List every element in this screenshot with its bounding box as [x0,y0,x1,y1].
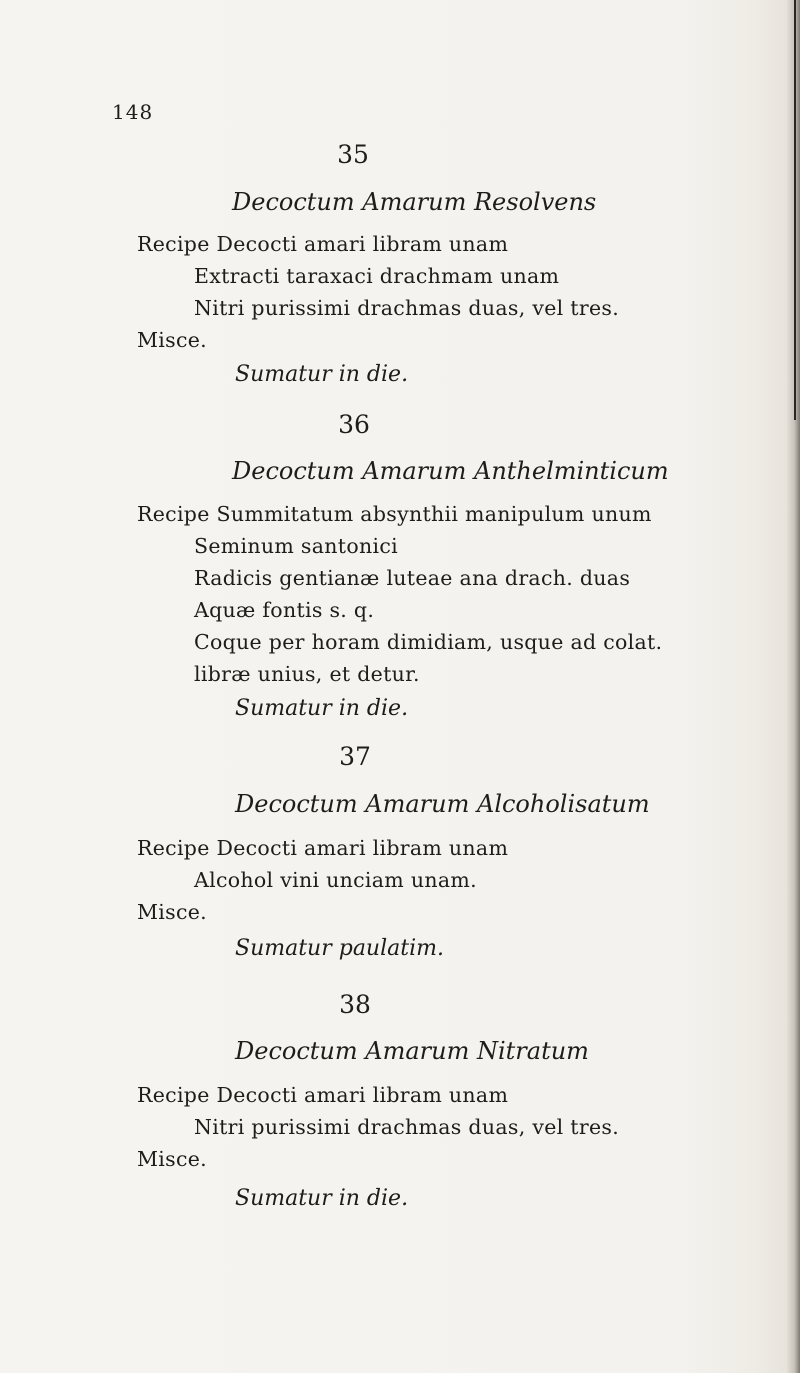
recipe-line: Misce. [137,328,207,352]
entry-title: Decoctum Amarum Alcoholisatum [235,790,650,818]
recipe-line: Aquæ fontis s. q. [194,598,375,622]
page-edge-line [794,0,796,420]
recipe-line: Recipe Decocti amari libram unam [137,836,509,860]
signature: Sumatur in die. [235,1186,409,1211]
recipe-line: Recipe Decocti amari libram unam [137,1083,509,1107]
entry-title: Decoctum Amarum Anthelminticum [232,457,669,485]
recipe-line: Misce. [137,900,207,924]
signature: Sumatur paulatim. [235,936,444,961]
recipe-line: Alcohol vini unciam unam. [194,868,477,892]
signature: Sumatur in die. [235,696,409,721]
entry-title: Decoctum Amarum Nitratum [235,1037,589,1065]
entry-number: 37 [339,742,371,771]
page-edge-shadow [786,0,800,1373]
page-number: 148 [112,100,154,124]
entry-number: 36 [338,410,370,439]
signature: Sumatur in die. [235,362,409,387]
recipe-line: Coque per horam dimidiam, usque ad colat. [194,630,663,654]
recipe-line: Nitri purissimi drachmas duas, vel tres. [194,1115,620,1139]
recipe-line: Recipe Decocti amari libram unam [137,232,509,256]
recipe-line: Radicis gentianæ luteae ana drach. duas [194,566,631,590]
recipe-line: Seminum santonici [194,534,398,558]
recipe-line: Extracti taraxaci drachmam unam [194,264,560,288]
recipe-line: Misce. [137,1147,207,1171]
recipe-line: libræ unius, et detur. [194,662,420,686]
recipe-line: Nitri purissimi drachmas duas, vel tres. [194,296,620,320]
entry-number: 35 [337,140,369,169]
entry-number: 38 [339,990,371,1019]
entry-title: Decoctum Amarum Resolvens [232,188,597,216]
recipe-line: Recipe Summitatum absynthii manipulum unum [137,502,652,526]
